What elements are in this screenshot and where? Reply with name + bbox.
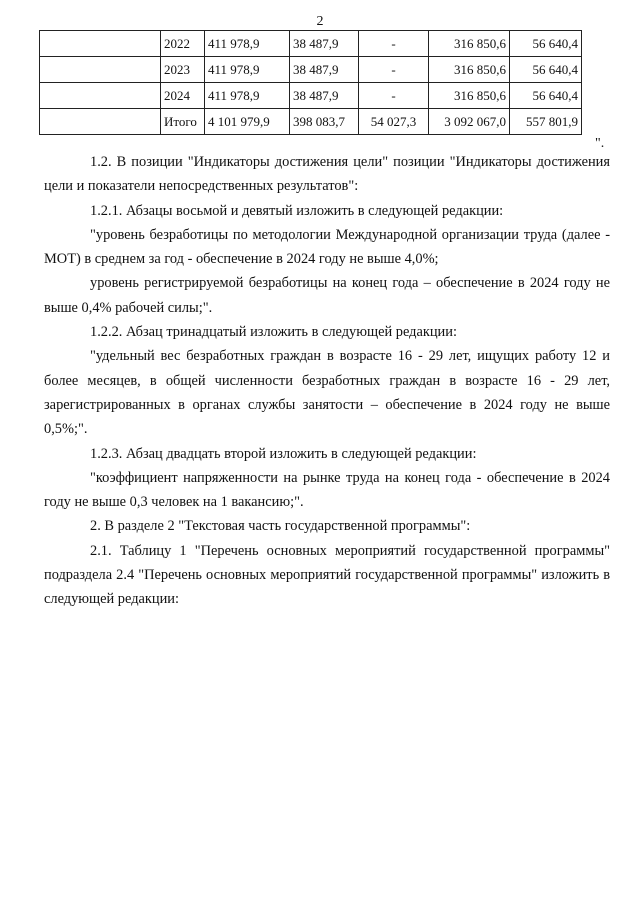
paragraph-registered-unemployment: уровень регистрируемой безработицы на конец года – обеспечение в 2024 году не выше 0,4% рабочей силы;".	[44, 275, 610, 316]
total-cell: 411 978,9	[205, 31, 290, 57]
paragraph-1-2-3: 1.2.3. Абзац двадцать второй изложить в следующей редакции:	[90, 445, 477, 462]
empty-cell	[40, 57, 161, 83]
table-row	[40, 109, 582, 135]
territorial-cell: 316 850,6	[429, 31, 510, 57]
year-cell: Итого	[161, 109, 205, 135]
total-cell: 411 978,9	[205, 83, 290, 109]
regional-cell: 54 027,3	[359, 109, 429, 135]
paragraph-section-2: 2. В разделе 2 "Текстовая часть государственной программы":	[90, 518, 471, 535]
federal-cell: 38 487,9	[290, 31, 359, 57]
year-cell: 2022	[161, 31, 205, 57]
other-cell: 56 640,4	[510, 83, 582, 109]
empty-cell	[40, 31, 161, 57]
table-closing-mark: ".	[595, 136, 605, 151]
document-body	[44, 150, 610, 612]
other-cell: 557 801,9	[510, 109, 582, 135]
other-cell: 56 640,4	[510, 57, 582, 83]
federal-cell: 38 487,9	[290, 83, 359, 109]
total-cell: 411 978,9	[205, 57, 290, 83]
territorial-cell: 3 092 067,0	[429, 109, 510, 135]
regional-cell: -	[359, 83, 429, 109]
empty-cell	[40, 109, 161, 135]
paragraph-1-2-1: 1.2.1. Абзацы восьмой и девятый изложить в следующей редакции:	[90, 202, 504, 219]
paragraph-2-1: 2.1. Таблицу 1 "Перечень основных мероприятий государственной программы" подраздела 2.4 "Перечень основных мероприятий государственной программы" изложить в следующей редакции:	[44, 542, 610, 608]
paragraph-1-2: 1.2. В позиции "Индикаторы достижения цели" позиции "Индикаторы достижения цели и показатели непосредственных результатов":	[44, 154, 610, 195]
regional-cell: -	[359, 57, 429, 83]
year-cell: 2024	[161, 83, 205, 109]
paragraph-labor-tension: "коэффициент напряженности на рынке труда на конец года - обеспечение в 2024 году не выше 0,3 человек на 1 вакансию;".	[44, 469, 610, 511]
page-number: 2	[316, 14, 324, 29]
paragraph-unemployment-rate: "уровень безработицы по методологии Международной организации труда (далее - МОТ) в среднем за год - обеспечение в 2024 году не выше 4,0%;	[44, 226, 610, 268]
paragraph-youth-unemployment: "удельный вес безработных граждан в возрасте 16 - 29 лет, ищущих работу 12 и более месяцев, в общей численности безработных граждан в возрасте 16 - 29 лет, зарегистрированных в органах службы занятости – обеспечение в 2024 году не выше 0,5%;".	[44, 348, 610, 438]
federal-cell: 38 487,9	[290, 57, 359, 83]
table-row	[40, 31, 582, 57]
other-cell: 56 640,4	[510, 31, 582, 57]
table-row	[40, 83, 582, 109]
total-cell: 4 101 979,9	[205, 109, 290, 135]
territorial-cell: 316 850,6	[429, 83, 510, 109]
paragraph-1-2-2: 1.2.2. Абзац тринадцатый изложить в следующей редакции:	[90, 324, 457, 341]
table-row	[40, 57, 582, 83]
territorial-cell: 316 850,6	[429, 57, 510, 83]
federal-cell: 398 083,7	[290, 109, 359, 135]
empty-cell	[40, 83, 161, 109]
year-cell: 2023	[161, 57, 205, 83]
funding-table	[39, 30, 582, 135]
regional-cell: -	[359, 31, 429, 57]
